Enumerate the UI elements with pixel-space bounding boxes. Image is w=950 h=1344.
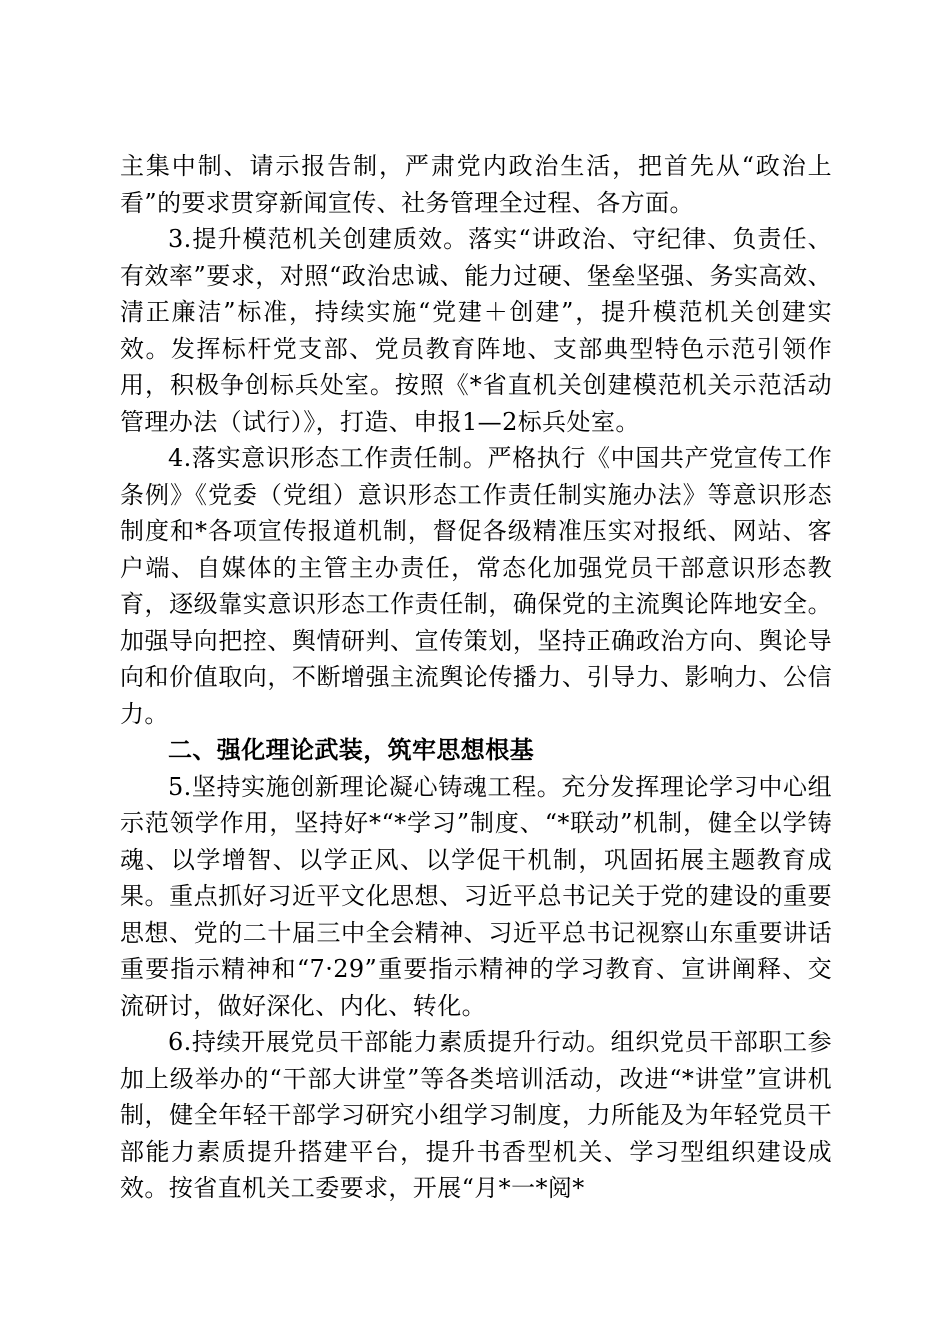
paragraph-item-5: 5.坚持实施创新理论凝心铸魂工程。充分发挥理论学习中心组示范领学作用，坚持好*“*学习”制度、“*联动”机制，健全以学铸魂、以学增智、以学正风、以学促干机制，巩固拓展主题教育成果。重点抓好习近平文化思想、习近平总书记关于党的建设的重要思想、党的二十届三中全会精神、习近平总书记视察山东重要讲话重要指示精神和“7·29”重要指示精神的学习教育、宣讲阐释、交流研讨，做好深化、内化、转化。 [120,772,832,1020]
paragraph-continuation: 主集中制、请示报告制，严肃党内政治生活，把首先从“政治上看”的要求贯穿新闻宣传、社务管理全过程、各方面。 [120,152,832,217]
section-heading-2: 二、强化理论武装，筑牢思想根基 [168,736,534,764]
paragraph-item-6: 6.持续开展党员干部能力素质提升行动。组织党员干部职工参加上级举办的“干部大讲堂”等各类培训活动，改进“*讲堂”宣讲机制，健全年轻干部学习研究小组学习制度，力所能及为年轻党员干部能力素质提升搭建平台，提升书香型机关、学习型组织建设成效。按省直机关工委要求，开展“月*一*阅* [120,1028,832,1202]
document-body [120,148,832,1207]
paragraph-item-4: 4.落实意识形态工作责任制。严格执行《中国共产党宣传工作条例》《党委（党组）意识形态工作责任制实施办法》等意识形态制度和*各项宣传报道机制，督促各级精准压实对报纸、网站、客户端、自媒体的主管主办责任，常态化加强党员干部意识形态教育，逐级靠实意识形态工作责任制，确保党的主流舆论阵地安全。加强导向把控、舆情研判、宣传策划，坚持正确政治方向、舆论导向和价值取向，不断增强主流舆论传播力、引导力、影响力、公信力。 [120,444,832,728]
paragraph-item-3: 3.提升模范机关创建质效。落实“讲政治、守纪律、负责任、有效率”要求，对照“政治忠诚、能力过硬、堡垒坚强、务实高效、清正廉洁”标准，持续实施“党建＋创建”，提升模范机关创建实效。发挥标杆党支部、党员教育阵地、支部典型特色示范引领作用，积极争创标兵处室。按照《*省直机关创建模范机关示范活动管理办法（试行）》，打造、申报1—2标兵处室。 [120,225,832,436]
